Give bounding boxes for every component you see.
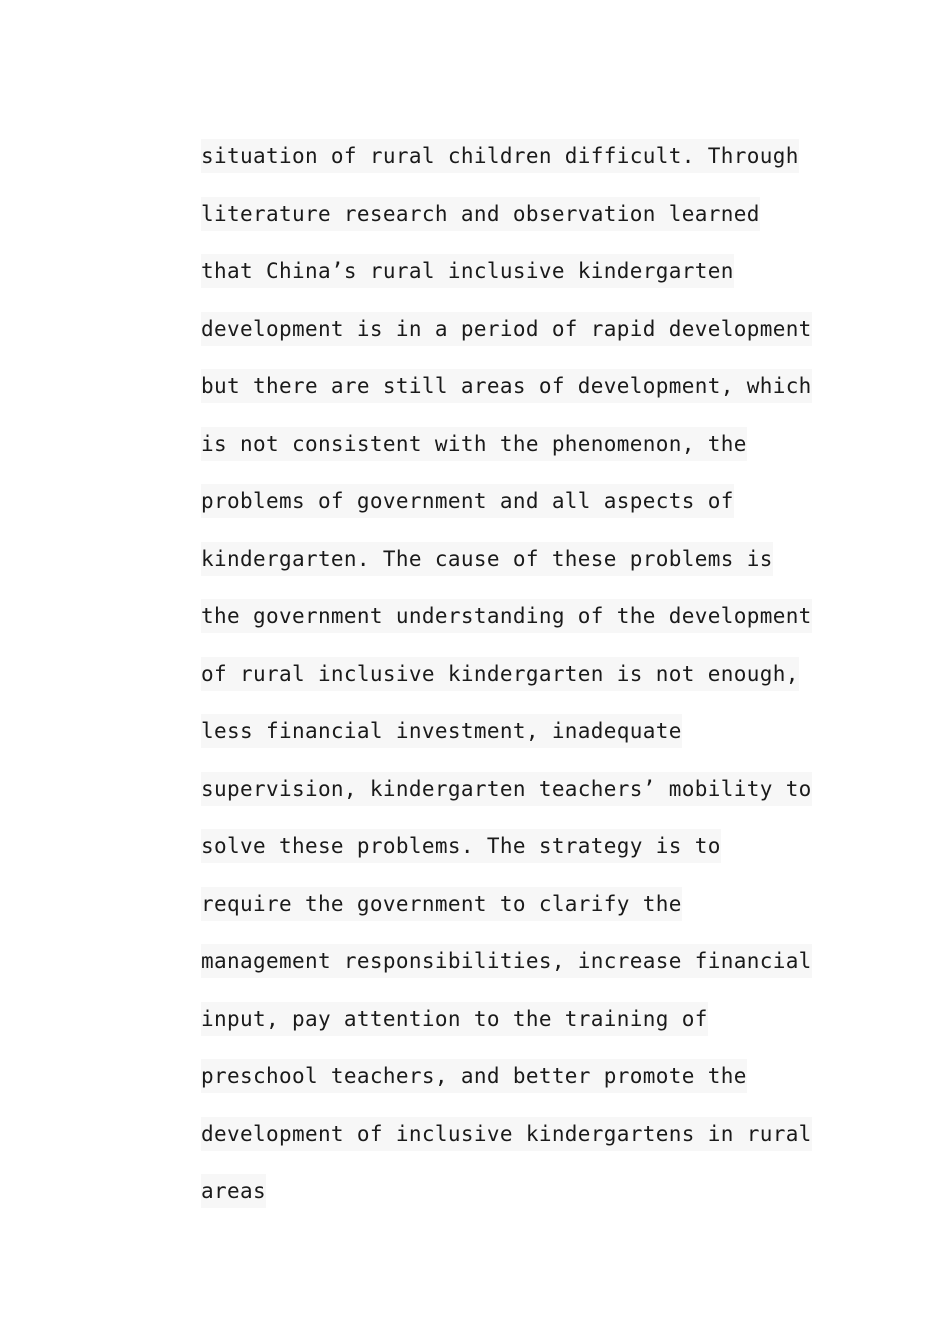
abstract-text-block	[201, 139, 811, 1232]
text-line	[201, 1059, 811, 1117]
text-line	[201, 657, 811, 715]
text-line-content: that China’s rural inclusive kindergarten	[201, 254, 734, 288]
text-line-content: solve these problems. The strategy is to	[201, 829, 721, 863]
text-line-content: supervision, kindergarten teachers’ mobility to	[201, 772, 812, 806]
text-line	[201, 944, 811, 1002]
text-line	[201, 1117, 811, 1175]
text-line	[201, 714, 811, 772]
text-line	[201, 887, 811, 945]
text-line	[201, 829, 811, 887]
text-line-content: problems of government and all aspects of	[201, 484, 734, 518]
text-line	[201, 139, 811, 197]
text-line	[201, 254, 811, 312]
text-line-content: the government understanding of the development	[201, 599, 812, 633]
text-line	[201, 1174, 811, 1232]
text-line	[201, 484, 811, 542]
text-line	[201, 312, 811, 370]
text-line	[201, 599, 811, 657]
text-line	[201, 772, 811, 830]
text-line-content: kindergarten. The cause of these problems is	[201, 542, 773, 576]
text-line	[201, 197, 811, 255]
text-line-content: development of inclusive kindergartens in rural	[201, 1117, 812, 1151]
text-line	[201, 427, 811, 485]
text-line-content: but there are still areas of development, which	[201, 369, 812, 403]
text-line	[201, 1002, 811, 1060]
text-line-content: development is in a period of rapid development	[201, 312, 812, 346]
text-line-content: require the government to clarify the	[201, 887, 682, 921]
text-line	[201, 542, 811, 600]
text-line-content: input, pay attention to the training of	[201, 1002, 708, 1036]
text-line-content: literature research and observation learned	[201, 197, 760, 231]
text-line	[201, 369, 811, 427]
text-line-content: preschool teachers, and better promote the	[201, 1059, 747, 1093]
text-line-content: is not consistent with the phenomenon, the	[201, 427, 747, 461]
text-line-content: situation of rural children difficult. Through	[201, 139, 799, 173]
text-line-content: less financial investment, inadequate	[201, 714, 682, 748]
text-line-content: management responsibilities, increase financial	[201, 944, 812, 978]
text-line-content: areas	[201, 1174, 266, 1208]
text-line-content: of rural inclusive kindergarten is not enough,	[201, 657, 799, 691]
